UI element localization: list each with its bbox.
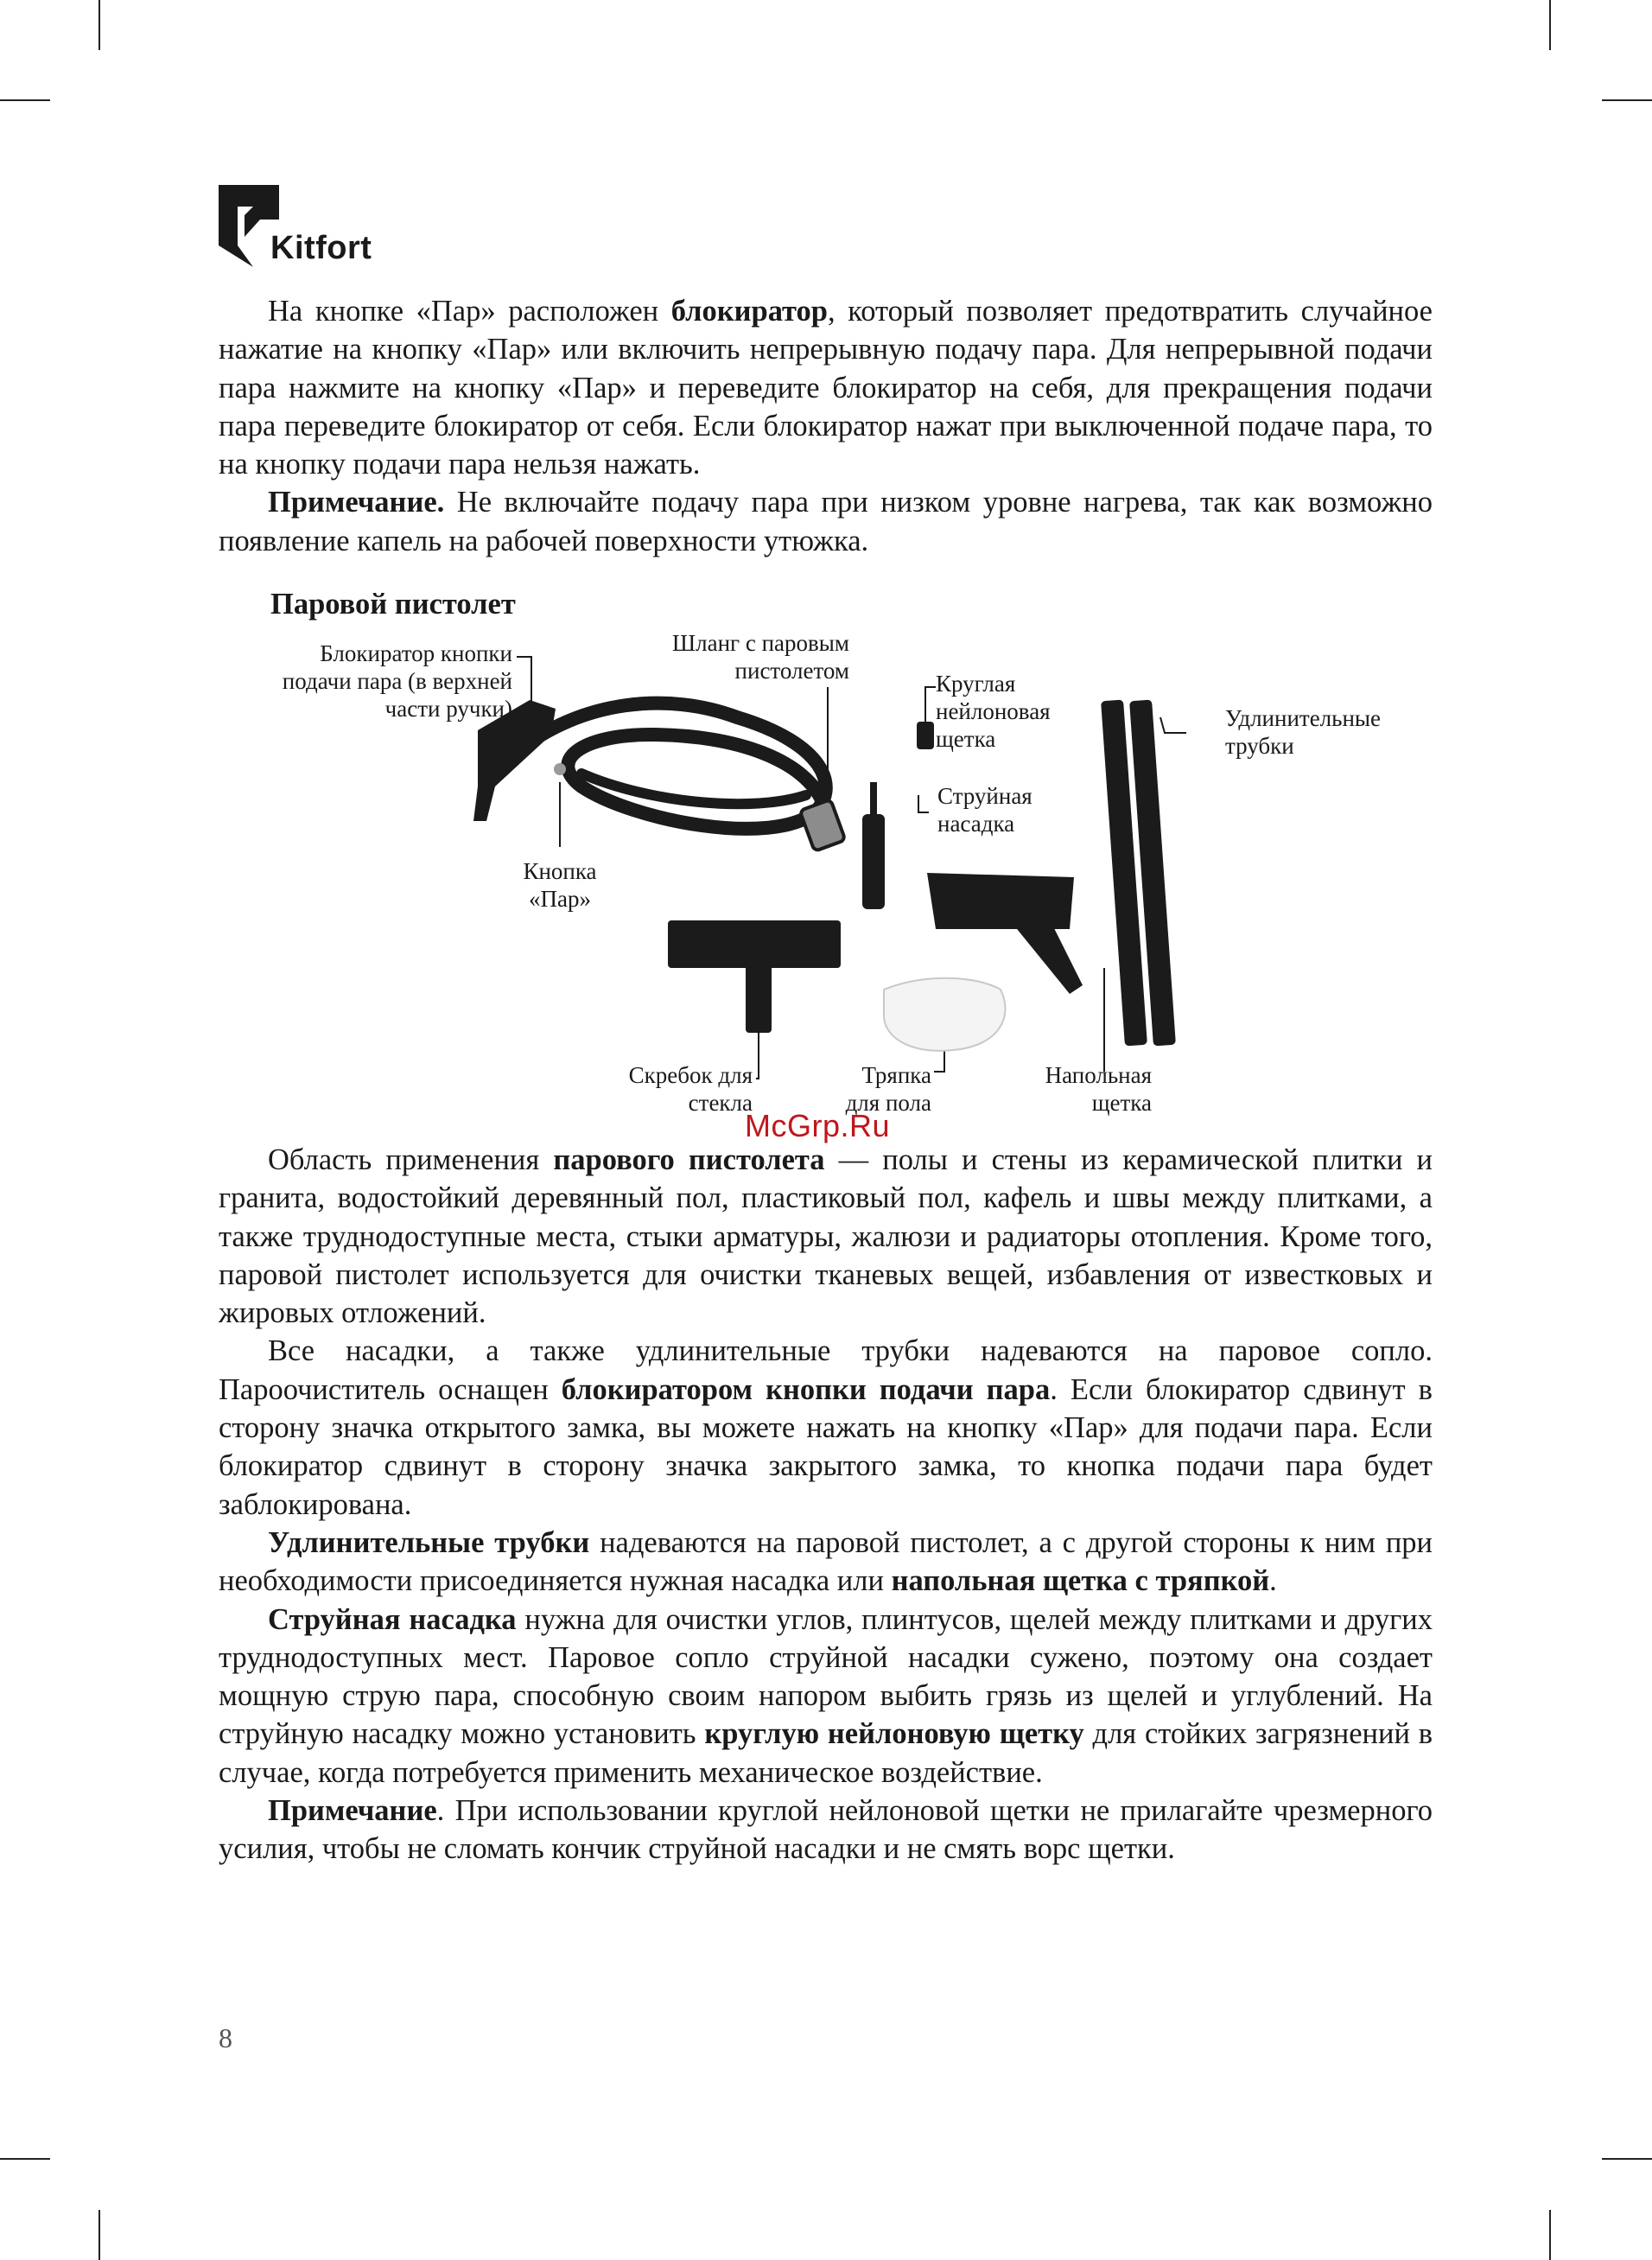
paragraph: На кнопке «Пар» расположен блокиратор, который позволяет предотвратить случайное нажатие на кнопку «Пар» или включить непрерывную подачу пара. Для непрерывной подачи пара нажмите на кнопку «Пар» и переведите блокиратор на себя, для прекращения подачи пара переведите блокиратор от себя. Если блокиратор нажат при выключенной подаче пара, то на кнопку подачи пара нельзя нажать. [219,295,1433,481]
jet-nozzle-icon [870,782,877,817]
crop-mark [0,99,50,101]
leader-line [1160,717,1186,733]
label-extension-tubes: Удлинительные трубки [1225,705,1382,759]
round-brush-icon [917,722,934,749]
brand-logo [219,185,391,267]
crop-mark [0,2158,50,2160]
brand-name: Kitfort [270,230,372,266]
label-round-brush: Круглая нейлоновая щетка [936,671,1051,752]
label-floor-brush: Напольная щетка [1045,1062,1152,1116]
paragraph: Струйная насадка нужна для очистки углов, плинтусов, щелей между плитками и других труднодоступных мест. Паровое сопло струйной насадки сужено, поэтому она создает мощную струю пара, способную своим напором выбить грязь из щелей и углублений. На струйную насадку можно установить круглую нейлоновую щетку для стойких загрязнений в случае, когда потребуется применить механическое воздействие. [219,1602,1433,1789]
label-scraper: Скребок для стекла [628,1062,753,1116]
paragraph: Область применения парового пистолета — полы и стены из керамической плитки и гранита, водостойкий деревянный пол, пластиковый пол, кафель и швы между плитками, а также труднодоступные места, стыки арматуры, жалюзи и радиаторы отопления. Кроме того, паровой пистолет используется для очистки тканевых вещей, избавления от известковых и жировых отложений. [219,1143,1433,1330]
label-hose: Шланг с паровым пистолетом [671,630,849,684]
steam-button-icon [554,763,566,775]
page-number: 8 [219,2022,232,2053]
label-steam-button: Кнопка «Пар» [523,858,597,912]
label-blocker: Блокиратор кнопки подачи пара (в верхней части ручки) [282,640,512,722]
extension-tubes-icon [1101,700,1176,1047]
intro-text [219,292,1433,560]
crop-mark [98,2210,100,2260]
watermark: McGrp.Ru [745,1108,891,1143]
floor-cloth-icon [884,978,1005,1051]
leader-line [918,795,929,812]
crop-mark [1602,2158,1652,2160]
figure-title: Паровой пистолет [270,588,516,621]
paragraph: Удлинительные трубки надеваются на паровой пистолет, а с другой стороны к ним при необходимости присоединяется нужная насадка или напольная щетка с тряпкой. [219,1525,1433,1598]
note-paragraph: Примечание. При использовании круглой нейлоновой щетки не прилагайте чрезмерного усилия, чтобы не сломать кончик струйной насадки и не смять ворс щетки. [219,1794,1433,1866]
paragraph: Все насадки, а также удлинительные трубки надеваются на паровое сопло. Пароочиститель оснащен блокиратором кнопки подачи пара. Если блокиратор сдвинут в сторону значка открытого замка, вы можете нажать на кнопку «Пар» для подачи пара. Если блокиратор сдвинут в сторону значка закрытого замка, то кнопка подачи пара будет заблокирована. [219,1334,1433,1521]
body-text [219,1141,1433,1868]
crop-mark [1549,0,1551,50]
label-jet-nozzle: Струйная насадка [937,783,1032,837]
leader-line [756,1028,759,1079]
floor-brush-icon [927,873,1083,994]
crop-mark [1602,99,1652,101]
steam-gun-figure [219,588,1446,1124]
leader-line [925,687,936,722]
crop-mark [98,0,100,50]
hose-connector-icon [800,799,846,851]
glass-scraper-icon [668,920,841,1033]
label-cloth: Тряпка для пола [845,1062,931,1116]
crop-mark [1549,2210,1551,2260]
note-paragraph: Примечание. Не включайте подачу пара при низком уровне нагрева, так как возможно появление капель на рабочей поверхности утюжка. [219,486,1433,557]
